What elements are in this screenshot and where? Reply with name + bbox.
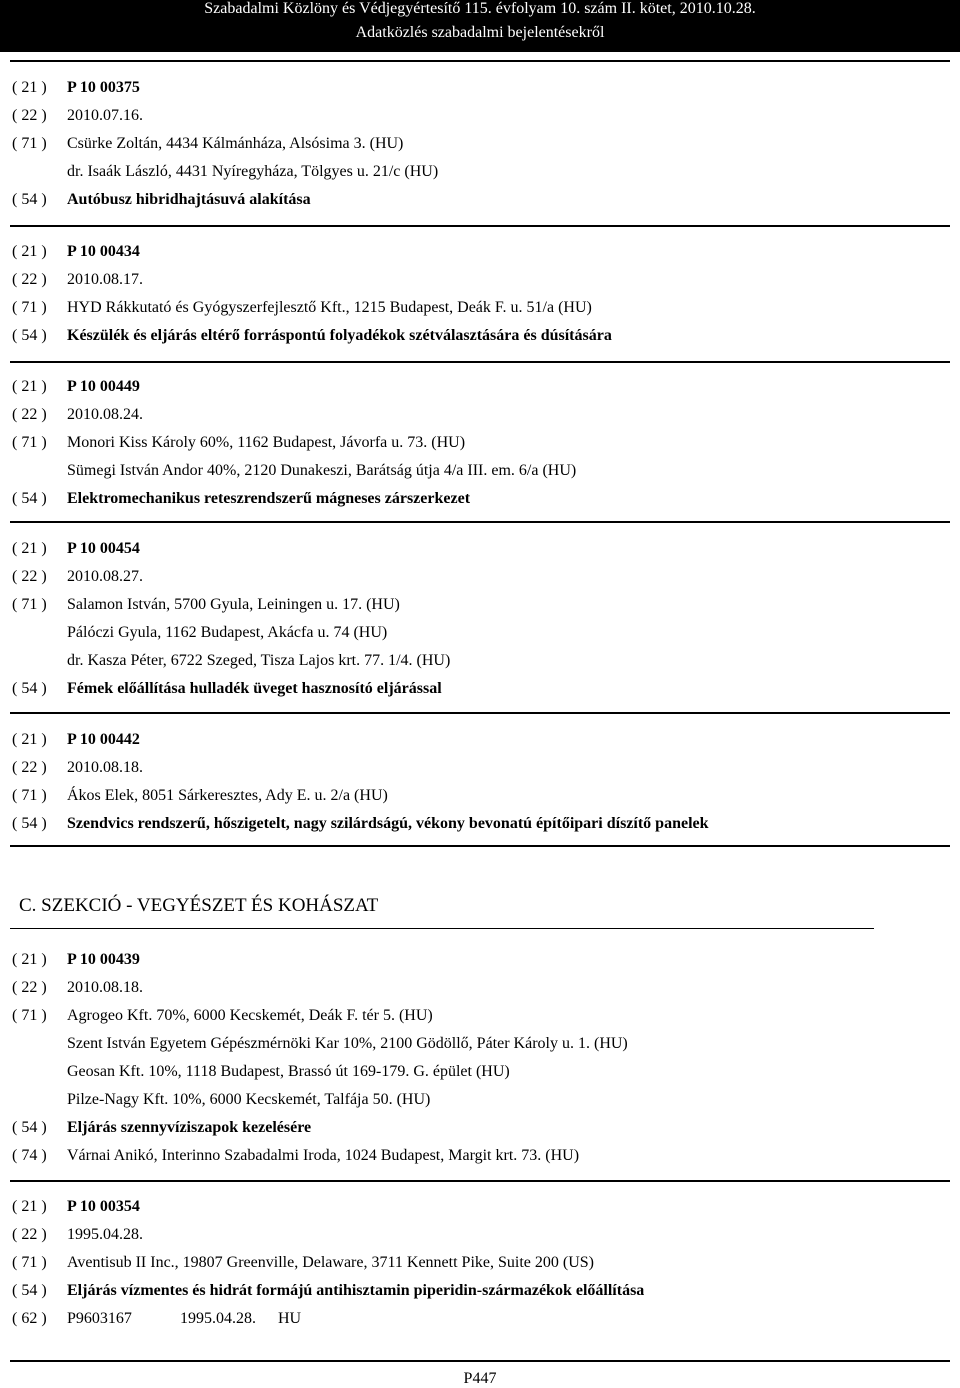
- entry-applicant: Geosan Kft. 10%, 1118 Budapest, Brassó út 169-179. G. épület (HU): [67, 1063, 510, 1080]
- entry-divisional-of: ( 62 ) P9603167 1995.04.28. HU: [0, 1308, 960, 1330]
- journal-title: Szabadalmi Közlöny és Védjegyértesítő 115. évfolyam 10. szám II. kötet, 2010.10.28.: [204, 0, 756, 17]
- entry-filing-date: ( 22 ) 2010.08.24.: [12, 406, 143, 423]
- entry-title: ( 54 ) Eljárás vízmentes és hidrát formájú antihisztamin piperidin-származékok előállítása: [12, 1282, 645, 1299]
- entry-separator: [10, 1180, 950, 1182]
- entry-applicant: ( 71 ) Salamon István, 5700 Gyula, Leiningen u. 17. (HU): [12, 596, 400, 613]
- page-number: P447: [463, 1370, 497, 1387]
- entry-applicant: ( 71 ) Monori Kiss Károly 60%, 1162 Budapest, Jávorfa u. 73. (HU): [12, 434, 466, 451]
- entry-applicant: dr. Isaák László, 4431 Nyíregyháza, Tölgyes u. 21/c (HU): [67, 163, 439, 180]
- section-subtitle: Adatközlés szabadalmi bejelentésekről: [355, 24, 605, 41]
- entry-applicant: Szent István Egyetem Gépészmérnöki Kar 10%, 2100 Gödöllő, Páter Károly u. 1. (HU): [67, 1035, 628, 1052]
- entry-applicant: ( 71 ) Ákos Elek, 8051 Sárkeresztes, Ady E. u. 2/a (HU): [12, 787, 388, 804]
- entry-applicant: dr. Kasza Péter, 6722 Szeged, Tisza Lajos krt. 77. 1/4. (HU): [67, 652, 451, 669]
- entry-filing-number: ( 21 ) P 10 00439: [12, 951, 140, 968]
- entry-filing-date: ( 22 ) 2010.08.17.: [12, 271, 143, 288]
- header-rule: [10, 60, 950, 62]
- entry-filing-date: ( 22 ) 2010.08.18.: [12, 759, 143, 776]
- entry-filing-date: ( 22 ) 2010.08.27.: [12, 568, 143, 585]
- entry-title: ( 54 ) Elektromechanikus reteszrendszerű mágneses zárszerkezet: [12, 490, 471, 507]
- entry-separator: [10, 361, 950, 363]
- entry-separator: [10, 845, 950, 847]
- entry-filing-number: ( 21 ) P 10 00449: [12, 378, 140, 395]
- section-heading: C. SZEKCIÓ - VEGYÉSZET ÉS KOHÁSZAT: [19, 895, 379, 916]
- entry-separator: [10, 712, 950, 714]
- parent-application-date: 1995.04.28.: [180, 1310, 256, 1327]
- entry-applicant: ( 71 ) Aventisub II Inc., 19807 Greenville, Delaware, 3711 Kennett Pike, Suite 200 (US): [12, 1254, 594, 1271]
- entry-title: ( 54 ) Szendvics rendszerű, hőszigetelt, nagy szilárdságú, vékony bevonatú építőipari díszítő panelek: [12, 815, 709, 832]
- entry-applicant: ( 71 ) Csürke Zoltán, 4434 Kálmánháza, Alsósima 3. (HU): [12, 135, 404, 152]
- entry-applicant: Pálóczi Gyula, 1162 Budapest, Akácfa u. 74 (HU): [67, 624, 388, 641]
- section-heading-rule: [10, 928, 874, 929]
- entry-representative: ( 74 ) Várnai Anikó, Interinno Szabadalmi Iroda, 1024 Budapest, Margit krt. 73. (HU): [12, 1147, 580, 1164]
- entry-filing-number: ( 21 ) P 10 00375: [12, 79, 140, 96]
- entry-filing-date: ( 22 ) 2010.07.16.: [12, 107, 143, 124]
- parent-application-country: HU: [278, 1310, 302, 1327]
- entry-applicant: Sümegi István Andor 40%, 2120 Dunakeszi, Barátság útja 4/a III. em. 6/a (HU): [67, 462, 577, 479]
- entry-applicant: ( 71 ) Agrogeo Kft. 70%, 6000 Kecskemét, Deák F. tér 5. (HU): [12, 1007, 433, 1024]
- entry-title: ( 54 ) Autóbusz hibridhajtásuvá alakítása: [12, 191, 311, 208]
- parent-application-number: P9603167: [67, 1310, 132, 1327]
- entry-applicant: Pilze-Nagy Kft. 10%, 6000 Kecskemét, Talfája 50. (HU): [67, 1091, 431, 1108]
- entry-applicant: ( 71 ) HYD Rákkutató és Gyógyszerfejlesztő Kft., 1215 Budapest, Deák F. u. 51/a (HU): [12, 299, 592, 316]
- entry-title: ( 54 ) Eljárás szennyvíziszapok kezelésére: [12, 1119, 312, 1136]
- entry-title: ( 54 ) Fémek előállítása hulladék üveget hasznosító eljárással: [12, 680, 442, 697]
- page-header: [0, 0, 960, 52]
- entry-separator: [10, 521, 950, 523]
- entry-filing-number: ( 21 ) P 10 00454: [12, 540, 140, 557]
- entry-title: ( 54 ) Készülék és eljárás eltérő forráspontú folyadékok szétválasztására és dúsítására: [12, 327, 612, 344]
- entry-filing-date: ( 22 ) 1995.04.28.: [12, 1226, 143, 1243]
- footer-rule: [10, 1360, 950, 1362]
- entry-filing-date: ( 22 ) 2010.08.18.: [12, 979, 143, 996]
- entry-filing-number: ( 21 ) P 10 00434: [12, 243, 140, 260]
- entry-filing-number: ( 21 ) P 10 00354: [12, 1198, 140, 1215]
- entry-filing-number: ( 21 ) P 10 00442: [12, 731, 140, 748]
- entry-separator: [10, 225, 950, 227]
